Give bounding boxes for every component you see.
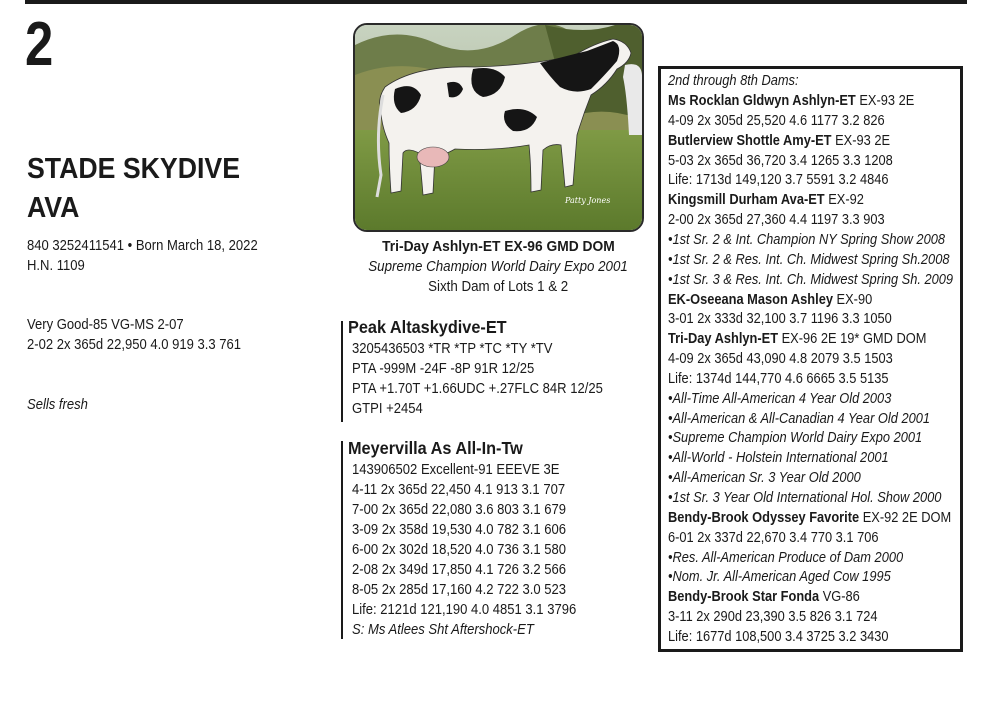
dam-award-line — [668, 410, 930, 430]
dam-record-line — [668, 529, 878, 549]
dam-detail: •Supreme Champion World Dairy Expo 2001 — [668, 430, 923, 447]
dam-record-line — [668, 112, 885, 132]
lot-number: 2 — [25, 10, 54, 79]
dam-detail: 5-03 2x 365d 36,720 3.4 1265 3.3 1208 — [668, 152, 893, 169]
dam-award-line — [668, 549, 903, 569]
dam-detail: •All-World - Holstein International 2001 — [668, 450, 889, 467]
dam-detail: VG-86 — [819, 589, 860, 606]
dam-record-line — [668, 171, 889, 191]
dams-box-header: 2nd through 8th Dams: — [668, 73, 799, 89]
dam-line: 6-00 2x 302d 18,520 4.0 736 3.1 580 — [352, 542, 567, 558]
dam-name: EK-Oseeana Mason Ashley — [668, 291, 833, 308]
photo-caption-lots: Sixth Dam of Lots 1 & 2 — [428, 279, 569, 295]
dam-line: Life: 2121d 121,190 4.0 4851 3.1 3796 — [352, 602, 577, 618]
dam-detail: EX-92 2E DOM — [859, 509, 952, 526]
herd-number: H.N. 1109 — [27, 258, 85, 274]
dam-detail: •1st Sr. 2 & Res. Int. Ch. Midwest Spring Sh.2008 — [668, 251, 950, 268]
dam-detail: •1st Sr. 3 Year Old International Hol. Show 2000 — [668, 490, 942, 506]
dam-record-line — [668, 350, 893, 370]
dam-sire-line: S: Ms Atlees Sht Aftershock-ET — [352, 622, 534, 638]
dam-name-line — [668, 132, 890, 152]
photo-caption-name: Tri-Day Ashlyn-ET EX-96 GMD DOM — [382, 238, 615, 255]
dam-detail: EX-93 2E — [855, 93, 915, 109]
dam-award-line — [668, 271, 953, 291]
dam-detail: •1st Sr. 2 & Int. Champion NY Spring Show 2008 — [668, 231, 945, 248]
dam-record-line — [668, 152, 893, 172]
registration-line: 840 3252411541 • Born March 18, 2022 — [27, 238, 258, 254]
animal-name-line-2: AVA — [27, 192, 80, 224]
dam-award-line — [668, 429, 922, 449]
dam-name-line — [668, 588, 860, 608]
dam-award-line — [668, 449, 889, 469]
dam-detail: Life: 1374d 144,770 4.6 6665 3.5 5135 — [668, 370, 889, 387]
sire-line: GTPI +2454 — [352, 401, 423, 417]
dam-detail: EX-96 2E 19* GMD DOM — [778, 331, 927, 348]
photo-caption-title: Supreme Champion World Dairy Expo 2001 — [368, 259, 629, 275]
dam-detail: 4-09 2x 305d 25,520 4.6 1177 3.2 826 — [668, 112, 885, 129]
dam-name-line — [668, 291, 872, 311]
sire-line: 3205436503 *TR *TP *TC *TY *TV — [352, 341, 553, 357]
sire-rule — [341, 321, 343, 422]
production-record: 2-02 2x 365d 22,950 4.0 919 3.3 761 — [27, 337, 242, 353]
dam-line: 4-11 2x 365d 22,450 4.1 913 3.1 707 — [352, 482, 566, 498]
dam-record-line — [668, 628, 889, 648]
dam-name: Meyervilla As All-In-Tw — [348, 438, 523, 458]
dam-record-line — [668, 608, 878, 628]
dam-award-line — [668, 469, 861, 489]
dam-record-line — [668, 310, 892, 330]
dam-line: 2-08 2x 349d 17,850 4.1 726 3.2 566 — [352, 562, 567, 578]
classification: Very Good-85 VG-MS 2-07 — [27, 317, 184, 333]
dam-detail: 3-11 2x 290d 23,390 3.5 826 3.1 724 — [668, 609, 878, 626]
dam-detail: •1st Sr. 3 & Res. Int. Ch. Midwest Spring Sh. 2009 — [668, 271, 954, 288]
dam-award-line — [668, 390, 891, 410]
dam-detail: •Res. All-American Produce of Dam 2000 — [668, 549, 904, 566]
sire-line: PTA +1.70T +1.66UDC +.27FLC 84R 12/25 — [352, 381, 603, 397]
dam-award-line — [668, 231, 945, 251]
dam-name-line — [668, 330, 926, 350]
dam-detail: •Nom. Jr. All-American Aged Cow 1995 — [668, 569, 891, 586]
dam-name: Ms Rocklan Gldwyn Ashlyn-ET — [668, 93, 856, 109]
dam-award-line — [668, 251, 949, 271]
dam-rule — [341, 441, 343, 639]
dam-detail: EX-92 — [824, 192, 864, 209]
top-rule — [25, 0, 967, 4]
animal-name-line-1: STADE SKYDIVE — [27, 153, 240, 185]
dam-detail: Life: 1677d 108,500 3.4 3725 3.2 3430 — [668, 628, 889, 645]
dam-detail: EX-90 — [832, 291, 873, 308]
dam-name-line — [668, 92, 914, 112]
dam-name-line — [668, 191, 864, 211]
dam-name: Tri-Day Ashlyn-ET — [668, 331, 779, 348]
cow-photo — [353, 23, 644, 232]
dam-detail: 2-00 2x 365d 27,360 4.4 1197 3.3 903 — [668, 212, 885, 229]
dam-name: Butlerview Shottle Amy-ET — [668, 132, 832, 149]
dams-box — [658, 66, 963, 652]
dam-detail: 6-01 2x 337d 22,670 3.4 770 3.1 706 — [668, 529, 879, 546]
dam-award-line — [668, 568, 891, 588]
dam-line: 7-00 2x 365d 22,080 3.6 803 3.1 679 — [352, 502, 567, 518]
animal-name — [27, 150, 240, 228]
dam-record-line — [668, 370, 889, 390]
dam-award-line — [668, 489, 941, 509]
dam-detail: •All-American & All-Canadian 4 Year Old 2001 — [668, 410, 931, 427]
dam-detail: Life: 1713d 149,120 3.7 5591 3.2 4846 — [668, 172, 889, 189]
sire-name: Peak Altaskydive-ET — [348, 317, 507, 337]
dam-detail: 4-09 2x 365d 43,090 4.8 2079 3.5 1503 — [668, 351, 893, 368]
dam-record-line — [668, 211, 885, 231]
dam-detail: EX-93 2E — [831, 132, 891, 149]
sale-note: Sells fresh — [27, 397, 88, 413]
dam-detail: 3-01 2x 333d 32,100 3.7 1196 3.3 1050 — [668, 311, 892, 328]
dam-line: 3-09 2x 358d 19,530 4.0 782 3.1 606 — [352, 522, 567, 538]
photo-watermark: Patty Jones — [565, 196, 611, 205]
dam-name: Bendy-Brook Odyssey Favorite — [668, 509, 860, 526]
dam-detail: •All-Time All-American 4 Year Old 2003 — [668, 390, 892, 407]
dam-detail: •All-American Sr. 3 Year Old 2000 — [668, 470, 861, 487]
dam-name: Kingsmill Durham Ava-ET — [668, 192, 825, 209]
dam-name: Bendy-Brook Star Fonda — [668, 589, 820, 606]
dam-line: 8-05 2x 285d 17,160 4.2 722 3.0 523 — [352, 582, 567, 598]
dam-line: 143906502 Excellent-91 EEEVE 3E — [352, 462, 560, 478]
sire-line: PTA -999M -24F -8P 91R 12/25 — [352, 361, 535, 377]
dam-name-line — [668, 509, 951, 529]
